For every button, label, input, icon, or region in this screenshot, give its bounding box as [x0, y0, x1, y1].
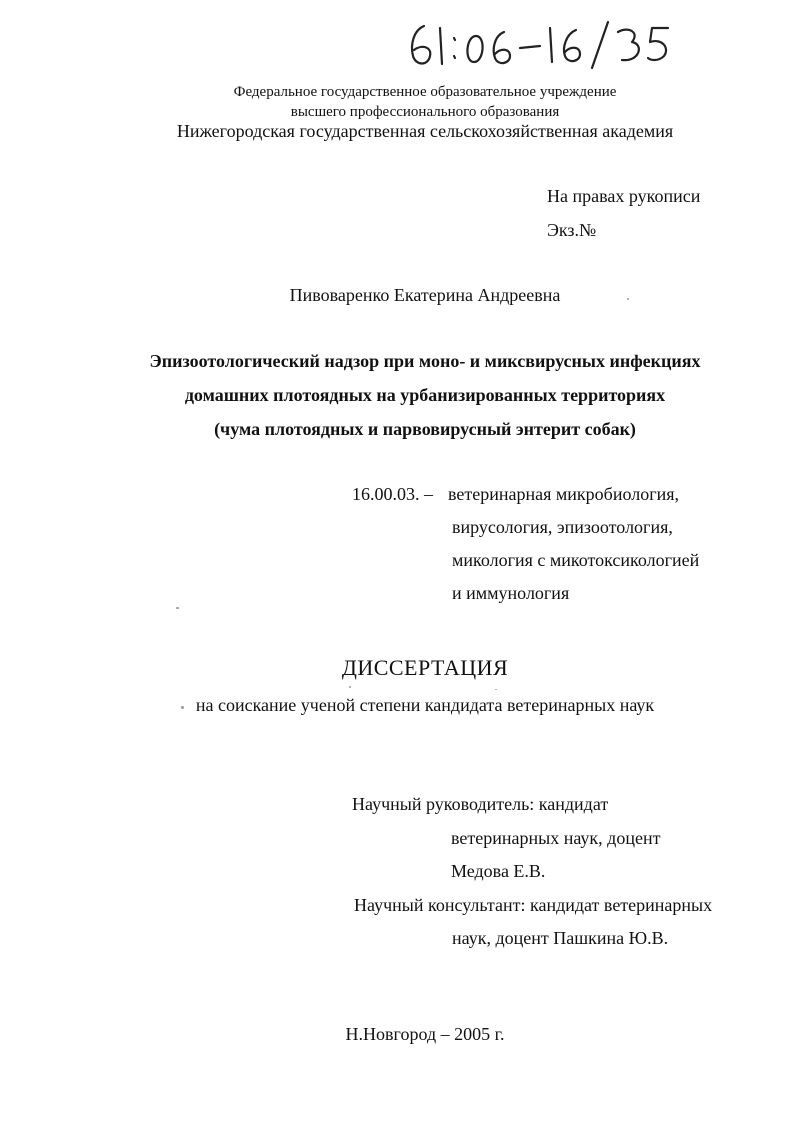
scan-speck [627, 298, 629, 300]
city-year: Н.Новгород – 2005 г. [345, 1024, 505, 1044]
copy-number-label: Экз.№ [547, 220, 597, 240]
supervisor-line-1: Научный руководитель: кандидат [352, 794, 609, 814]
degree-line: на соискание ученой степени кандидата ветеринарных наук [195, 695, 655, 715]
consultant-line-1: Научный консультант: кандидат ветеринарных [354, 895, 713, 915]
manuscript-rights-label: На правах рукописи [547, 186, 701, 206]
org-line-2: высшего профессионального образования [290, 104, 560, 120]
scan-speck [181, 706, 184, 709]
document-type-heading: ДИССЕРТАЦИЯ [341, 655, 509, 680]
handwritten-archive-stamp [400, 14, 680, 72]
specialty-line-3: микология с микотоксикологией [452, 550, 700, 570]
org-line-3: Нижегородская государственная сельскохозяйственная академия [176, 121, 674, 141]
supervisor-line-2: ветеринарных наук, доцент [451, 828, 661, 848]
title-line-1: Эпизоотологический надзор при моно- и миксвирусных инфекциях [149, 351, 701, 371]
specialty-line-4: и иммунология [452, 583, 570, 603]
scan-speck [349, 686, 351, 688]
org-line-1: Федеральное государственное образовательное учреждение [233, 84, 617, 100]
author-name: Пивоваренко Екатерина Андреевна [289, 285, 561, 305]
specialty-line-2: вирусология, эпизоотология, [452, 517, 673, 537]
specialty-line-1: ветеринарная микробиология, [448, 484, 679, 504]
scan-speck [176, 607, 179, 609]
consultant-line-2: наук, доцент Пашкина Ю.В. [452, 928, 669, 948]
scan-speck [495, 689, 497, 690]
handwritten-code-drawing [400, 14, 680, 72]
specialty-code: 16.00.03. – [352, 484, 433, 504]
title-line-3: (чума плотоядных и парвовирусный энтерит собак) [214, 419, 636, 439]
supervisor-line-3: Медова Е.В. [451, 861, 546, 881]
title-line-2: домашних плотоядных на урбанизированных территориях [184, 385, 666, 405]
